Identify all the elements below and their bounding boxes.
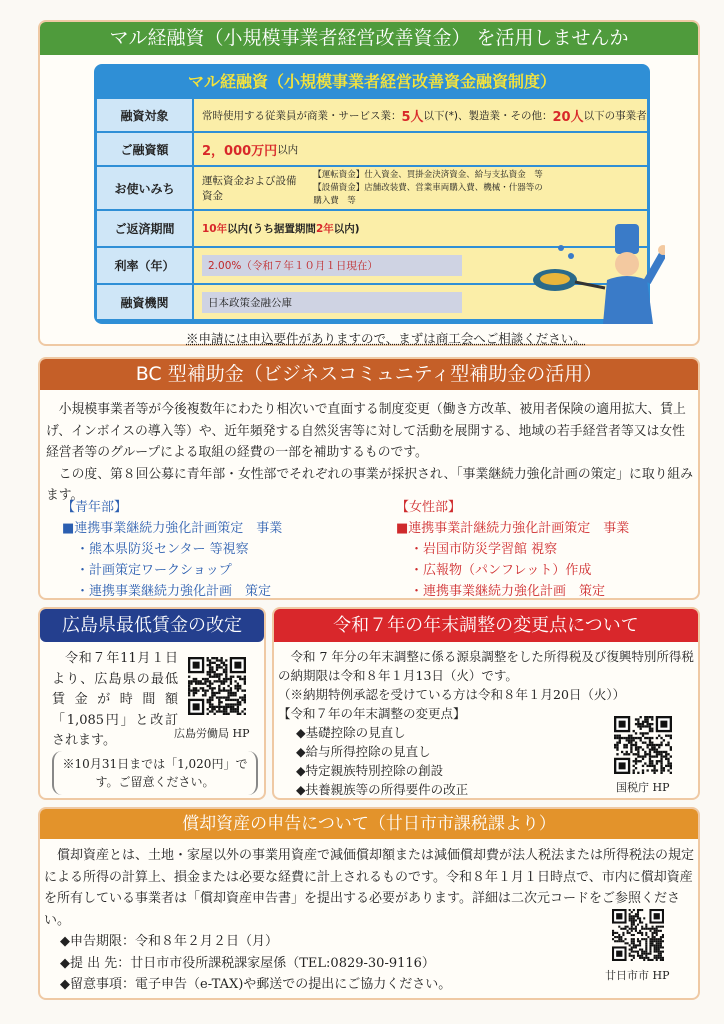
qr-caption: 廿日市市 HP (605, 969, 670, 982)
highlight: 20人 (552, 109, 584, 125)
highlight: 2，000万円 (202, 143, 278, 159)
list-item: ・計画策定ワークショップ (76, 563, 232, 578)
maru-note: ※申請には申込要件がありますので、まずは商工会へご相談ください。 (186, 331, 586, 346)
maru-section (38, 20, 700, 346)
text: 以下(*)、製造業・その他： (423, 109, 553, 122)
paragraph: 償却資産とは、土地・家屋以外の事業用資産で減価償却額または減価償却費が法人税法または所得税法の規定による所得の計算上、損金または必要な経費に計上されるものです。令和８年１月１日時点で、市内に償却資産を所有している事業者は「償却資産申告書」を提出する必要があります。詳細は二次元コードをご参照ください。 (44, 848, 695, 928)
paragraph: （※納期特例承認を受けている方は令和８年１月20日（火）） (278, 687, 626, 702)
list-item: ◆特定親族特別控除の創設 (296, 763, 444, 778)
highlight: 2年 (315, 223, 334, 235)
depreciation-text (44, 845, 696, 996)
text: 以下の事業者 (583, 109, 647, 122)
wage-note: ※10月31日までは「1,020円」です。ご留意ください。 (52, 751, 258, 795)
row-target (97, 97, 647, 131)
paragraph: 令和７年11月１日より、広島県の最低賃金が時間額「1,085円」と改訂されます。 (52, 651, 178, 748)
list-item: ・連携事業継続力強化計画 策定 (410, 584, 606, 599)
rate-value: 2.00%（令和７年１０月１日現在） (202, 255, 462, 276)
bc-section (38, 357, 700, 600)
bc-description (46, 399, 694, 507)
list-item: ◆提 出 先：廿日市市役所課税課家屋係（TEL:0829-30-9116） (60, 955, 435, 971)
highlight: 10年 (202, 223, 228, 235)
bc-banner: BC 型補助金（ビジネスコミュニティ型補助金の活用） (40, 359, 698, 390)
qr-caption: 国税庁 HP (616, 781, 670, 794)
list-head: 【青年部】 (62, 500, 128, 515)
text: 【設備資金】店舗改装費、営業車両購入費、機械・什器等の購入費 等 (313, 182, 543, 206)
wage-text (52, 649, 178, 752)
text: 常時使用する従業員が商業・サービス業： (202, 109, 402, 122)
yearend-section (272, 607, 700, 800)
row-value (194, 133, 647, 165)
list-item: ・熊本県防災センター 等視察 (76, 542, 249, 557)
list-head: 【令和７年の年末調整の変更点】 (278, 706, 466, 721)
row-label: 融資対象 (97, 99, 194, 131)
wage-section (38, 607, 266, 800)
row-label: ご融資額 (97, 133, 194, 165)
maru-table-title: マル経融資（小規模事業者経営改善資金融資制度） (187, 72, 556, 91)
list-item: ◆基礎控除の見直し (296, 725, 406, 740)
qr-code-icon[interactable] (188, 657, 246, 715)
row-value (194, 99, 647, 131)
row-label: 利率（年） (97, 248, 194, 283)
list-item: ・広報物（パンフレット）作成 (410, 563, 592, 578)
depreciation-banner: 償却資産の申告について（廿日市市課税課より） (40, 809, 698, 839)
qr-code-icon[interactable] (612, 909, 664, 961)
list-item: ◆給与所得控除の見直し (296, 744, 431, 759)
institution-value: 日本政策金融公庫 (202, 292, 462, 313)
women-list (396, 497, 629, 602)
qr-caption: 広島労働局 HP (174, 727, 250, 740)
text: 以内(うち据置期間 (227, 223, 316, 235)
yearend-banner: 令和７年の年末調整の変更点について (274, 609, 698, 642)
list-item: ◆留意事項：電子申告（e-TAX)や郵送での提出にご協力ください。 (60, 977, 452, 992)
text: 【運転資金】仕入資金、買掛金決済資金、給与支払資金 等 (313, 169, 543, 180)
text: 以内) (333, 223, 360, 235)
usage-details (313, 169, 547, 208)
paragraph: 令和 7 年分の年末調整に係る源泉調整をした所得税及び復興特別所得税の納期限は令和８年１月13日（火）です。 (278, 649, 694, 683)
youth-list (62, 497, 282, 602)
list-item: ◆扶養親族等の所得要件の改正 (296, 782, 469, 797)
row-usage (97, 165, 647, 209)
row-amount (97, 131, 647, 165)
text: 以内 (277, 143, 299, 156)
list-title: ■連携事業計継続力強化計画策定 事業 (396, 521, 630, 536)
list-item: ・岩国市防災学習館 視察 (410, 542, 558, 557)
list-item: ・連携事業継続力強化計画 策定 (76, 584, 272, 599)
chef-illustration (525, 222, 665, 324)
qr-code-icon[interactable] (614, 716, 672, 774)
wage-banner: 広島県最低賃金の改定 (40, 609, 264, 642)
depreciation-section (38, 807, 700, 1000)
row-value (194, 167, 647, 209)
paragraph: この度、第８回公募に青年部・女性部でそれぞれの事業が採択され、「事業継続力強化計画の策定」に取り組みます。 (46, 466, 694, 503)
text: 運転資金および設備資金 (202, 175, 297, 202)
list-item: ◆申告期限：令和８年２月２日（月） (60, 934, 278, 949)
list-title: ■連携事業継続力強化計画策定 事業 (62, 521, 283, 536)
paragraph: 小規模事業者等が今後複数年にわたり相次いで直面する制度変更（働き方改革、被用者保険の適用拡大、賃上げ、インボイスの導入等）や、近年頻発する自然災害等に対して活動を展開する、地域の若手経営者等又は女性経営者等のグループによる取組の経費の一部を補助するものです。 (46, 402, 686, 460)
row-label: お使いみち (97, 167, 194, 209)
row-label: 融資機関 (97, 285, 194, 319)
row-label: ご返済期間 (97, 211, 194, 246)
list-head: 【女性部】 (396, 500, 462, 515)
highlight: 5人 (401, 109, 424, 125)
maru-banner: マル経融資（小規模事業者経営改善資金） を活用しませんか (40, 22, 698, 55)
